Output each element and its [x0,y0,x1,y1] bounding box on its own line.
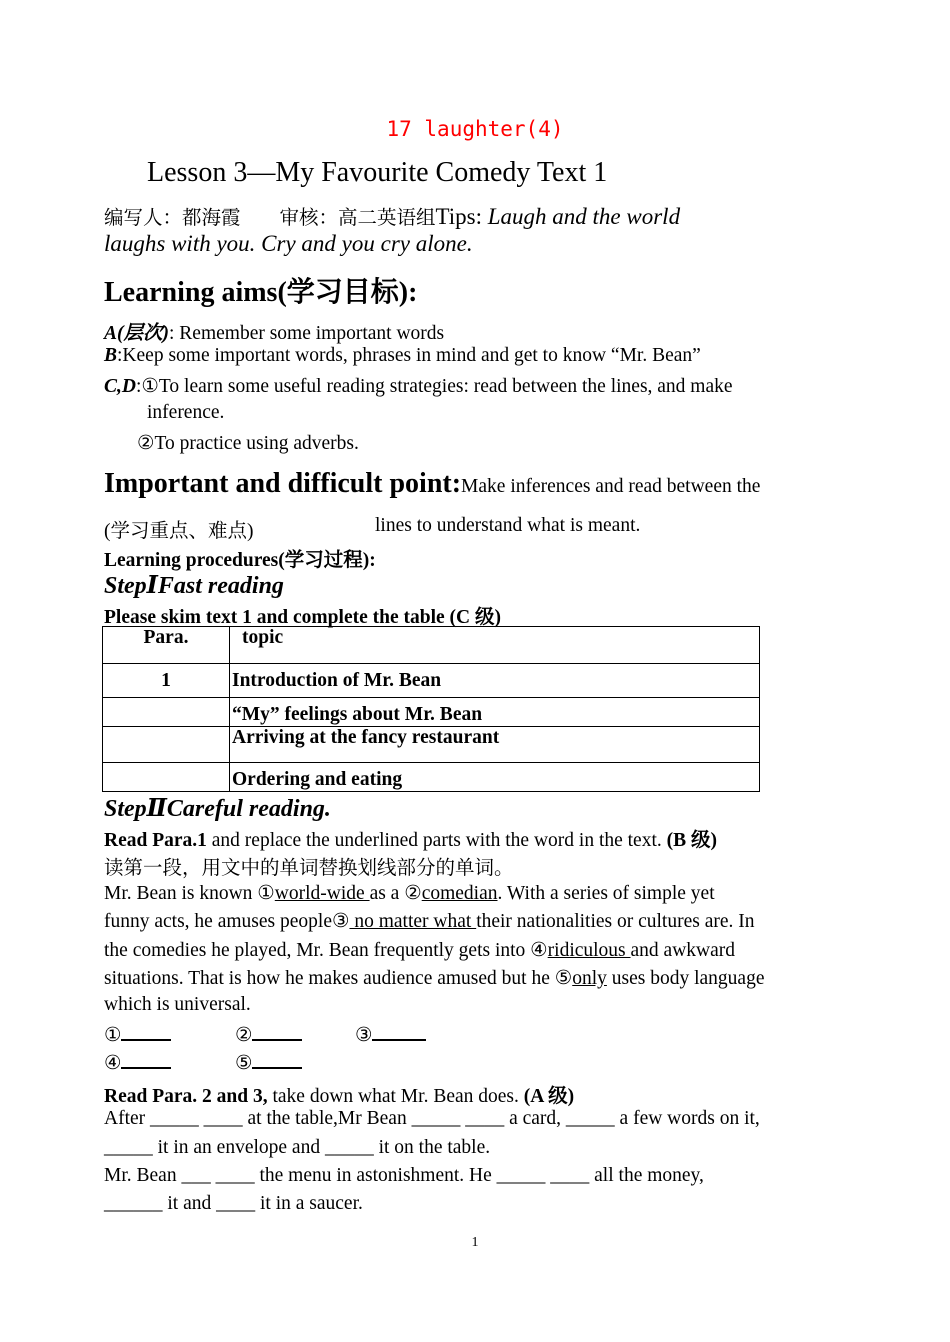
points-line [104,468,760,500]
table-cell-para [103,763,230,792]
table-cell-para [103,727,230,763]
table-header-topic: topic [230,627,760,664]
procedures-heading: Learning procedures(学习过程): [104,550,376,571]
blank-number: ④ [104,1053,122,1074]
aim-cd-text: :①To learn some useful reading strategies: read between the lines, and make [135,376,733,397]
para1-line [104,938,735,962]
points-label-cn: (学习重点、难点) [104,521,254,542]
underlined-word: world-wide [274,883,370,904]
table-cell-para: 1 [103,664,230,698]
table-header-row [103,627,760,664]
underlined-word: ridiculous [547,940,631,961]
read23-label: Read Para. 2 and 3, [104,1086,268,1107]
points-text: Make inferences and read between the [461,476,761,497]
table-cell-topic: Introduction of Mr. Bean [230,664,760,698]
para1-text: the comedies he played, Mr. Bean frequently gets into ④ [104,940,548,961]
lesson-title: Lesson 3—My Favourite Comedy Text 1 [147,157,608,188]
answer-blank[interactable] [235,1051,302,1075]
para1-text: situations. That is how he makes audience amused but he ⑤ [104,968,573,989]
table-cell-topic: Ordering and eating [230,763,760,792]
para1-text: as a ② [369,883,422,904]
aims-heading: Learning aims(学习目标): [104,277,418,308]
table-row [103,664,760,698]
aim-cd [104,374,733,398]
tips-text: Laugh and the world [487,204,681,229]
answer-blank[interactable] [235,1023,302,1047]
para1-text: . With a series of simple yet [497,883,715,904]
blank-line[interactable] [252,1051,302,1069]
aim-b [104,345,701,367]
page-number: 1 [471,1235,479,1250]
step1-heading: StepⅠFast reading [104,573,284,599]
underlined-word: comedian [421,883,498,904]
aim-b-text: :Keep some important words, phrases in mind and get to know “Mr. Bean” [117,345,701,366]
underlined-word: no matter what [349,911,477,932]
para1-text: their nationalities or cultures are. In [476,911,755,932]
step2-heading: StepⅡCareful reading. [104,796,331,822]
answer-blank[interactable] [355,1023,426,1047]
fill-line[interactable]: Mr. Bean ___ ____ the menu in astonishment. He _____ ____ all the money, [104,1165,704,1186]
read1-label: Read Para.1 [104,830,207,851]
para1-text: Mr. Bean is known ① [104,883,275,904]
para1-text: and awkward [630,940,736,961]
tips-text-cont: laughs with you. Cry and you cry alone. [104,231,473,256]
read1-instruction-cn: 读第一段，用文中的单词替换划线部分的单词。 [104,858,514,879]
aim-cd-label: C,D [104,376,136,397]
answer-blank[interactable] [104,1051,171,1075]
points-heading: Important and difficult point: [104,468,462,499]
read1-instruction [104,824,717,852]
blank-number: ③ [355,1025,373,1046]
fill-line[interactable]: _____ it in an envelope and _____ it on the table. [104,1137,491,1158]
topic-table [102,626,760,792]
read1-level: (B 级) [666,830,718,851]
blank-number: ⑤ [235,1053,253,1074]
table-row [103,763,760,792]
table-cell-topic: “My” feelings about Mr. Bean [230,698,760,727]
aim-a-text: : Remember some important words [169,323,445,344]
para1-text: uses body language [606,968,765,989]
read1-text: and replace the underlined parts with the word in the text. [206,830,667,851]
read23-level: (A 级) [523,1086,575,1107]
para1-line [104,966,765,990]
answer-blank[interactable] [104,1023,171,1047]
page-title: 17 laughter(4) [386,117,564,141]
table-cell-topic: Arriving at the fancy restaurant [230,727,760,763]
fill-line[interactable]: ______ it and ____ it in a saucer. [104,1193,363,1214]
table-row [103,698,760,727]
blank-number: ① [104,1025,122,1046]
table-cell-para [103,698,230,727]
tips-label: Tips: [435,204,488,229]
authors-text: 编写人：都海霞 审核：高二英语组 [104,208,436,229]
aim-cd-item2: ②To practice using adverbs. [137,433,359,454]
fill-line[interactable]: After _____ ____ at the table,Mr Bean _____ ____ a card, _____ a few words on it, [104,1108,760,1129]
blank-line[interactable] [372,1023,426,1041]
points-text-cont: lines to understand what is meant. [375,515,641,536]
aim-a-label: A(层次) [104,323,169,344]
para1-text: funny acts, he amuses people③ [104,911,350,932]
credits-line [104,202,680,230]
para1-line: which is universal. [104,994,251,1015]
underlined-word: only [572,968,607,989]
blank-line[interactable] [252,1023,302,1041]
aim-cd-cont: inference. [147,402,225,423]
aim-a [104,317,444,345]
blank-line[interactable] [121,1051,171,1069]
para1-line [104,909,755,933]
table-header-para: Para. [103,627,230,664]
blank-number: ② [235,1025,253,1046]
table-row [103,727,760,763]
read23-text: take down what Mr. Bean does. [267,1086,524,1107]
para1-line [104,881,715,905]
blank-line[interactable] [121,1023,171,1041]
aim-b-label: B [104,345,118,366]
read23-instruction [104,1080,574,1108]
step1-instruction: Please skim text 1 and complete the table (C 级) [104,607,501,628]
